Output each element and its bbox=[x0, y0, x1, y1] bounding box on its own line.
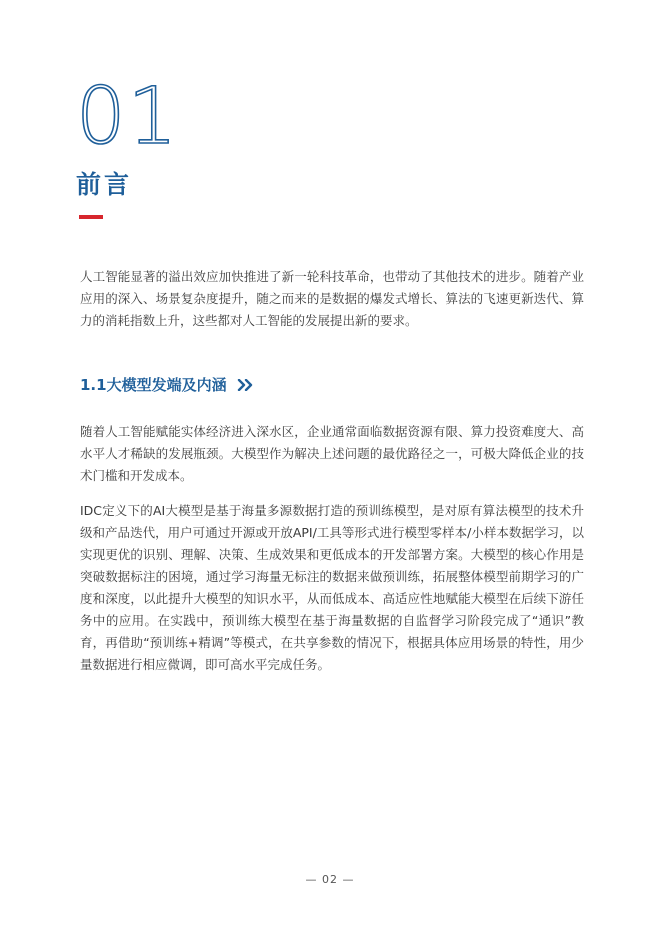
section-heading-text: 1.1大模型发端及内涵 bbox=[80, 376, 227, 394]
chapter-title: 前言 bbox=[76, 170, 133, 199]
intro-paragraph: 人工智能显著的溢出效应加快推进了新一轮科技革命，也带动了其他技术的进步。随着产业应用的深入、场景复杂度提升，随之而来的是数据的爆发式增长、算法的飞速更新迭代、算力的消耗指数上升，这些都对人工智能的发展提出新的要求。 bbox=[80, 269, 584, 328]
body-paragraph: 随着人工智能赋能实体经济进入深水区，企业通常面临数据资源有限、算力投资难度大、高水平人才稀缺的发展瓶颈。大模型作为解决上述问题的最优路径之一，可极大降低企业的技术门槛和开发成本。 bbox=[80, 424, 584, 483]
page-number: — 02 — bbox=[305, 873, 355, 886]
section-heading bbox=[80, 374, 253, 398]
chapter-number: 01 bbox=[76, 72, 180, 162]
title-accent-bar bbox=[79, 215, 103, 219]
double-chevron-right-icon bbox=[235, 379, 254, 394]
body-paragraph: IDC定义下的AI大模型是基于海量多源数据打造的预训练模型，是对原有算法模型的技术升级和产品迭代，用户可通过开源或开放API/工具等形式进行模型零样本/小样本数据学习，以实现更优的识别、理解、决策、生成效果和更低成本的开发部署方案。大模型的核心作用是突破数据标注的困境，通过学习海量无标注的数据来做预训练，拓展整体模型前期学习的广度和深度，以此提升大模型的知识水平，从而低成本、高适应性地赋能大模型在后续下游任务中的应用。在实践中，预训练大模型在基于海量数据的自监督学习阶段完成了“通识”教育，再借助“预训练+精调”等模式，在共享参数的情况下，根据具体应用场景的特性，用少量数据进行相应微调，即可高水平完成任务。 bbox=[80, 503, 584, 672]
